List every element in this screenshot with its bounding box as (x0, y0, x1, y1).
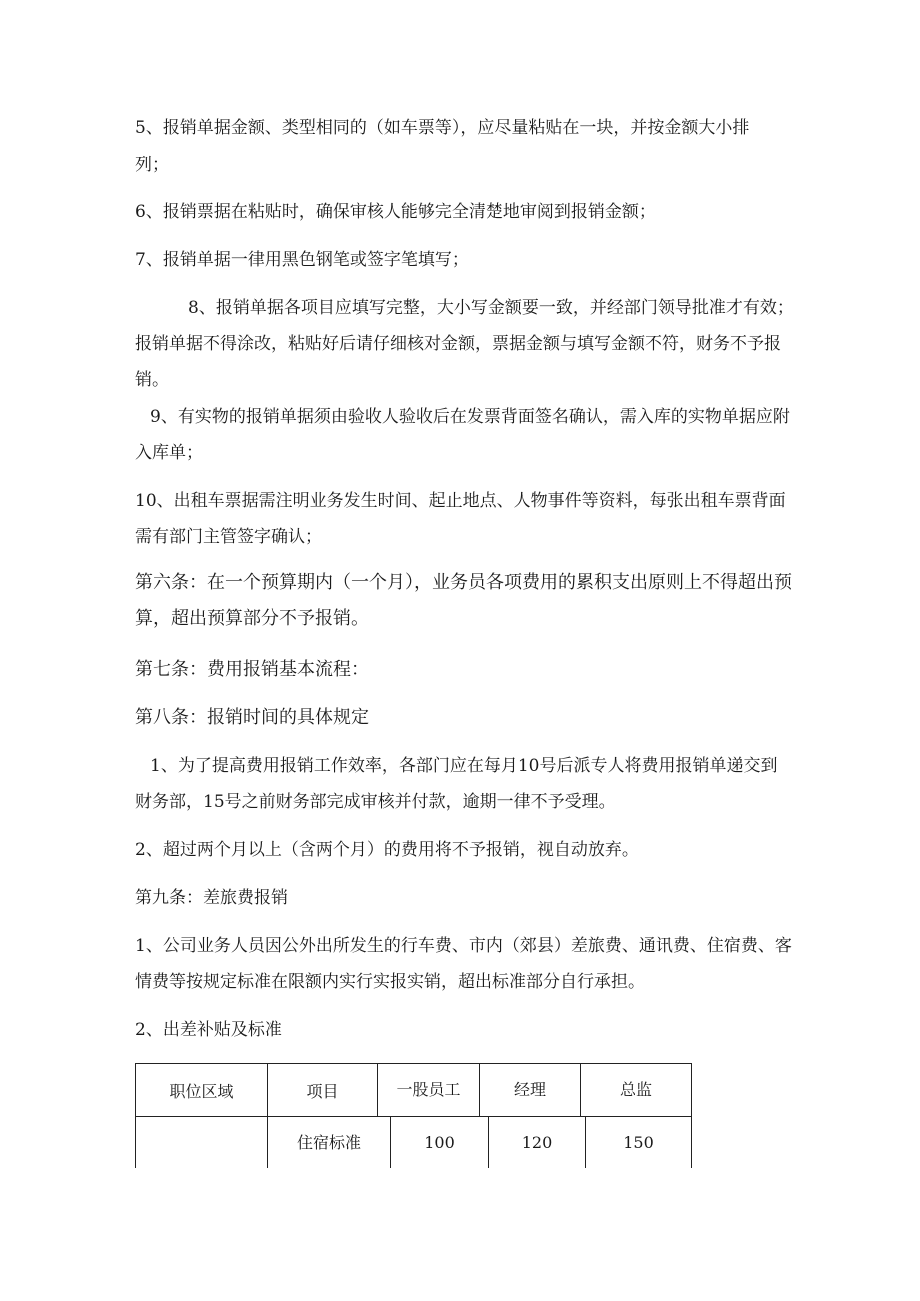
text-line-21: 情费等按规定标准在限额内实行实报实销，超出标准部分自行承担。 (135, 972, 645, 992)
subsidy-standard-table (135, 1063, 692, 1168)
text-line-6: 报销单据不得涂改，粘贴好后请仔细核对金额，票据金额与填写金额不符，财务不予报 (135, 334, 781, 354)
table-row-group (268, 1117, 692, 1169)
text-line-10: 10、出租车票据需注明业务发生时间、起止地点、人物事件等资料，每张出租车票背面 (135, 491, 786, 511)
text-line-9: 入库单； (135, 443, 203, 463)
table-cell-item: 住宿标准 (268, 1117, 391, 1168)
article-9-heading: 第九条：差旅费报销 (135, 888, 288, 908)
article-7-heading: 第七条：费用报销基本流程： (135, 659, 369, 680)
table-cell-value: 120 (489, 1117, 586, 1168)
article-6-line-2: 算，超出预算部分不予报销。 (135, 608, 369, 629)
text-line-17: 财务部，15号之前财务部完成审核并付款，逾期一律不予受理。 (135, 792, 616, 812)
text-line-7: 销。 (135, 370, 169, 390)
table-header-group (378, 1064, 692, 1117)
text-line-1: 5、报销单据金额、类型相同的（如车票等），应尽量粘贴在一块，并按金额大小排 (135, 118, 750, 138)
table-header-cell: 经理 (480, 1064, 581, 1116)
article-6-line-1: 第六条：在一个预算期内（一个月），业务员各项费用的累积支出原则上不得超出预 (135, 572, 792, 593)
text-line-5: 8、报销单据各项目应填写完整，大小写金额要一致，并经部门领导批准才有效； (188, 298, 794, 318)
table-cell-region (136, 1117, 268, 1169)
table-cell-value: 150 (623, 1133, 654, 1152)
table-header-cell: 项目 (268, 1064, 378, 1117)
text-line-16: 1、为了提高费用报销工作效率，各部门应在每月10号后派专人将费用报销单递交到 (150, 756, 778, 776)
table-header-cell: 总监 (619, 1080, 652, 1099)
table-row (136, 1117, 692, 1169)
text-line-22: 2、出差补贴及标准 (135, 1020, 282, 1040)
text-line-20: 1、公司业务人员因公外出所发生的行车费、市内（郊县）差旅费、通讯费、住宿费、客 (135, 936, 792, 956)
text-line-2: 列； (135, 155, 169, 175)
table-header-row (136, 1064, 692, 1117)
text-line-4: 7、报销单据一律用黑色钢笔或签字笔填写； (135, 250, 469, 270)
text-line-8: 9、有实物的报销单据须由验收人验收后在发票背面签名确认，需入库的实物单据应附 (150, 407, 790, 427)
table-header-cell: 职位区域 (136, 1064, 268, 1117)
table-header-cell: 一股员工 (378, 1064, 480, 1116)
table-cell-value: 100 (391, 1117, 489, 1168)
article-8-heading: 第八条：报销时间的具体规定 (135, 707, 369, 728)
text-line-3: 6、报销票据在粘贴时，确保审核人能够完全清楚地审阅到报销金额； (135, 202, 656, 222)
text-line-11: 需有部门主管签字确认； (135, 527, 322, 547)
text-line-18: 2、超过两个月以上（含两个月）的费用将不予报销，视自动放弃。 (135, 840, 639, 860)
